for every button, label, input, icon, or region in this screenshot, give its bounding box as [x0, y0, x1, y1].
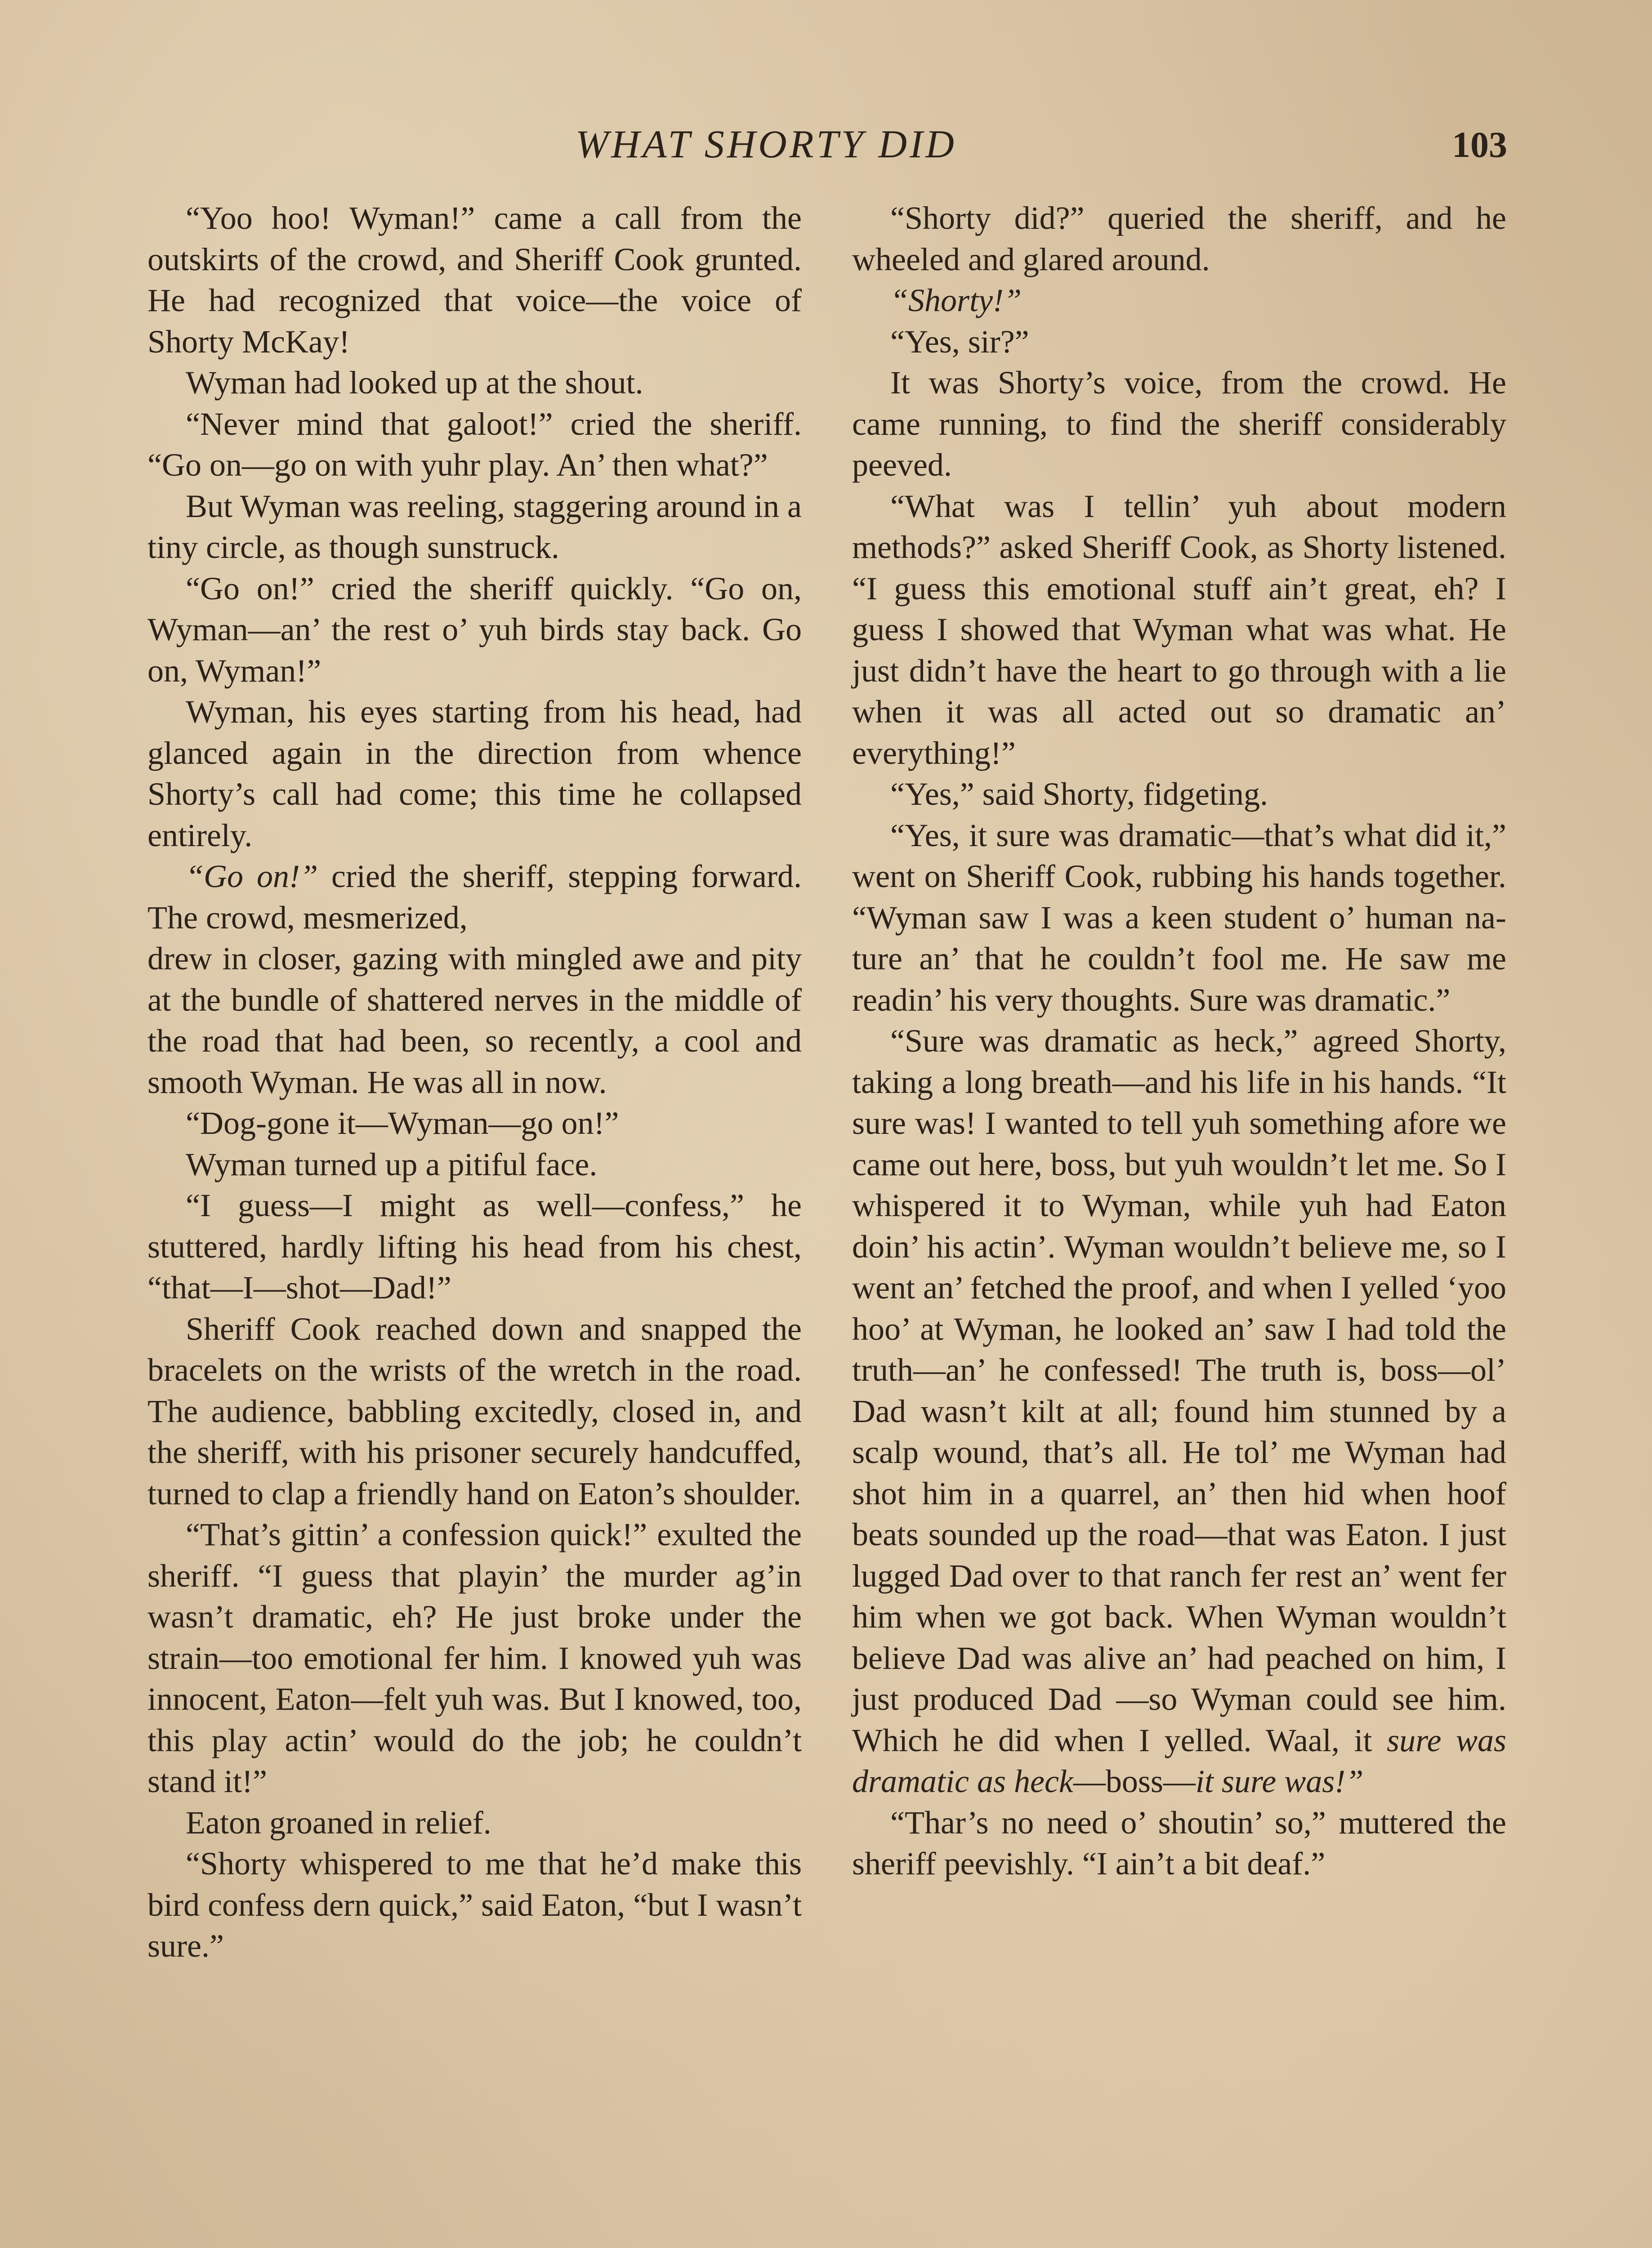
- paragraph: “Shorty did?” queried the sheriff, and he wheeled and glared around.: [852, 200, 1506, 277]
- paragraph: “I guess—I might as well—confess,” he stuttered, hardly lifting his head from his chest, “that—I—shot—Dad!”: [147, 1187, 802, 1306]
- paragraph: [147, 856, 802, 938]
- paragraph-text: cried the sheriff, stepping forward. The crowd, mesmerized,: [147, 858, 802, 936]
- paragraph: “Never mind that galoot!” cried the sheriff. “Go on—go on with yuhr play. An’ then what?”: [147, 406, 802, 483]
- paragraph: It was Shorty’s voice, from the crowd. He came running, to find the sheriff considerably peeved.: [852, 365, 1506, 483]
- italic-go-on: “Go on!”: [186, 858, 318, 894]
- paragraph: “Yoo hoo! Wyman!” came a call from the outskirts of the crowd, and Sheriff Cook grunted. He had recognized that voice—the voice of Shorty McKay!: [147, 200, 802, 360]
- paragraph: Eaton groaned in relief.: [186, 1804, 491, 1841]
- paragraph: “Go on!” cried the sheriff quickly. “Go on, Wyman—an’ the rest o’ yuh birds stay back. Go on, Wyman!”: [147, 570, 802, 689]
- page-number: 103: [1452, 124, 1507, 165]
- italic-it-sure-was: it sure was!”: [1195, 1763, 1364, 1799]
- italic-sure-was: sure was dramatic as heck: [852, 1722, 1507, 1799]
- dash-boss: —boss—: [1073, 1763, 1196, 1799]
- paragraph: “Thar’s no need o’ shoutin’ so,” muttered the sheriff peevishly. “I ain’t a bit deaf.”: [852, 1804, 1506, 1882]
- paragraph: “Yes,” said Shorty, fidgeting.: [890, 776, 1268, 812]
- running-title: WHAT SHORTY DID: [576, 123, 957, 166]
- paragraph: Wyman, his eyes starting from his head, had glanced again in the direction from whence Shorty’s call had come; this time he collapsed entirely.: [147, 694, 802, 853]
- paragraph: “Yes, it sure was dramatic—that’s what did it,” went on Sheriff Cook, rubbing his hands together. “Wyman saw I was a keen student o’ human nature an’ that he couldn’t fool me. He saw me readin’ his very thoughts. Sure was dramatic.”: [852, 817, 1506, 1018]
- paragraph-text: “Sure was dramatic as heck,” agreed Shorty, taking a long breath—and his life in his hands. “It sure was! I wanted to tell yuh something afore we came out here, boss, but yuh wouldn’t let me. So I whispered it to Wyman, while yuh had Eaton doin’ his actin’. Wyman wouldn’t believe me, so I went an’ fetched the proof, and when I yelled ‘yoo hoo’ at Wyman, he looked an’ saw I had told the truth—an’ he confessed! The truth is, boss—ol’ Dad wasn’t kilt at all; found him stunned by a scalp wound, that’s all. He tol’ me Wyman had shot him in a quarrel, an’ then hid when hoof beats sounded up the road—that was Eaton. I just lugged Dad over to that ranch fer rest an’ went fer him when we got back. When Wyman wouldn’t believe Dad was alive an’ had peached on him, I just produced Dad —so Wyman could see him. Which he did when I yelled. Waal, it: [852, 1023, 1506, 1758]
- left-column: [147, 198, 802, 1967]
- paragraph: [852, 280, 1506, 321]
- paragraph: “Shorty whispered to me that he’d make this bird confess dern quick,” said Eaton, “but I wasn’t sure.”: [147, 1846, 802, 1964]
- paragraph: “Yes, sir?”: [890, 323, 1029, 360]
- paragraph: “What was I tellin’ yuh about modern methods?” asked Sheriff Cook, as Shorty listened. “I guess this emotional stuff ain’t great, eh? I guess I showed that Wyman what was what. He just didn’t have the heart to go through with a lie when it was all acted out so dramatic an’ everything!”: [852, 488, 1506, 771]
- paragraph: “That’s gittin’ a confession quick!” exulted the sheriff. “I guess that playin’ the murder ag’in wasn’t dramatic, eh? He just broke under the strain—too emotional fer him. I knowed yuh was innocent, Eaton—felt yuh was. But I knowed, too, this play actin’ would do the job; he couldn’t stand it!”: [147, 1517, 802, 1799]
- paragraph: Wyman turned up a pitiful face.: [186, 1146, 598, 1182]
- right-column: [852, 198, 1506, 1885]
- paragraph: But Wyman was reeling, staggering around in a tiny circle, as though sunstruck.: [147, 488, 802, 565]
- paragraph: “Dog-gone it—Wyman—go on!”: [186, 1105, 619, 1141]
- paragraph: [852, 1021, 1506, 1802]
- paragraph: Wyman had looked up at the shout.: [186, 365, 643, 401]
- paragraph-continued: drew in closer, gazing with mingled awe and pity at the bundle of shattered nerves in the middle of the road that had been, so recently, a cool and smooth Wyman. He was all in now.: [147, 941, 802, 1100]
- paragraph: Sheriff Cook reached down and snapped the bracelets on the wrists of the wretch in the road. The audience, babbling excitedly, closed in, and the sheriff, with his prisoner securely handcuffed, turned to clap a friendly hand on Eaton’s shoulder.: [147, 1311, 802, 1512]
- italic-shorty-shout: “Shorty!”: [890, 282, 1022, 318]
- running-head: [0, 118, 1652, 172]
